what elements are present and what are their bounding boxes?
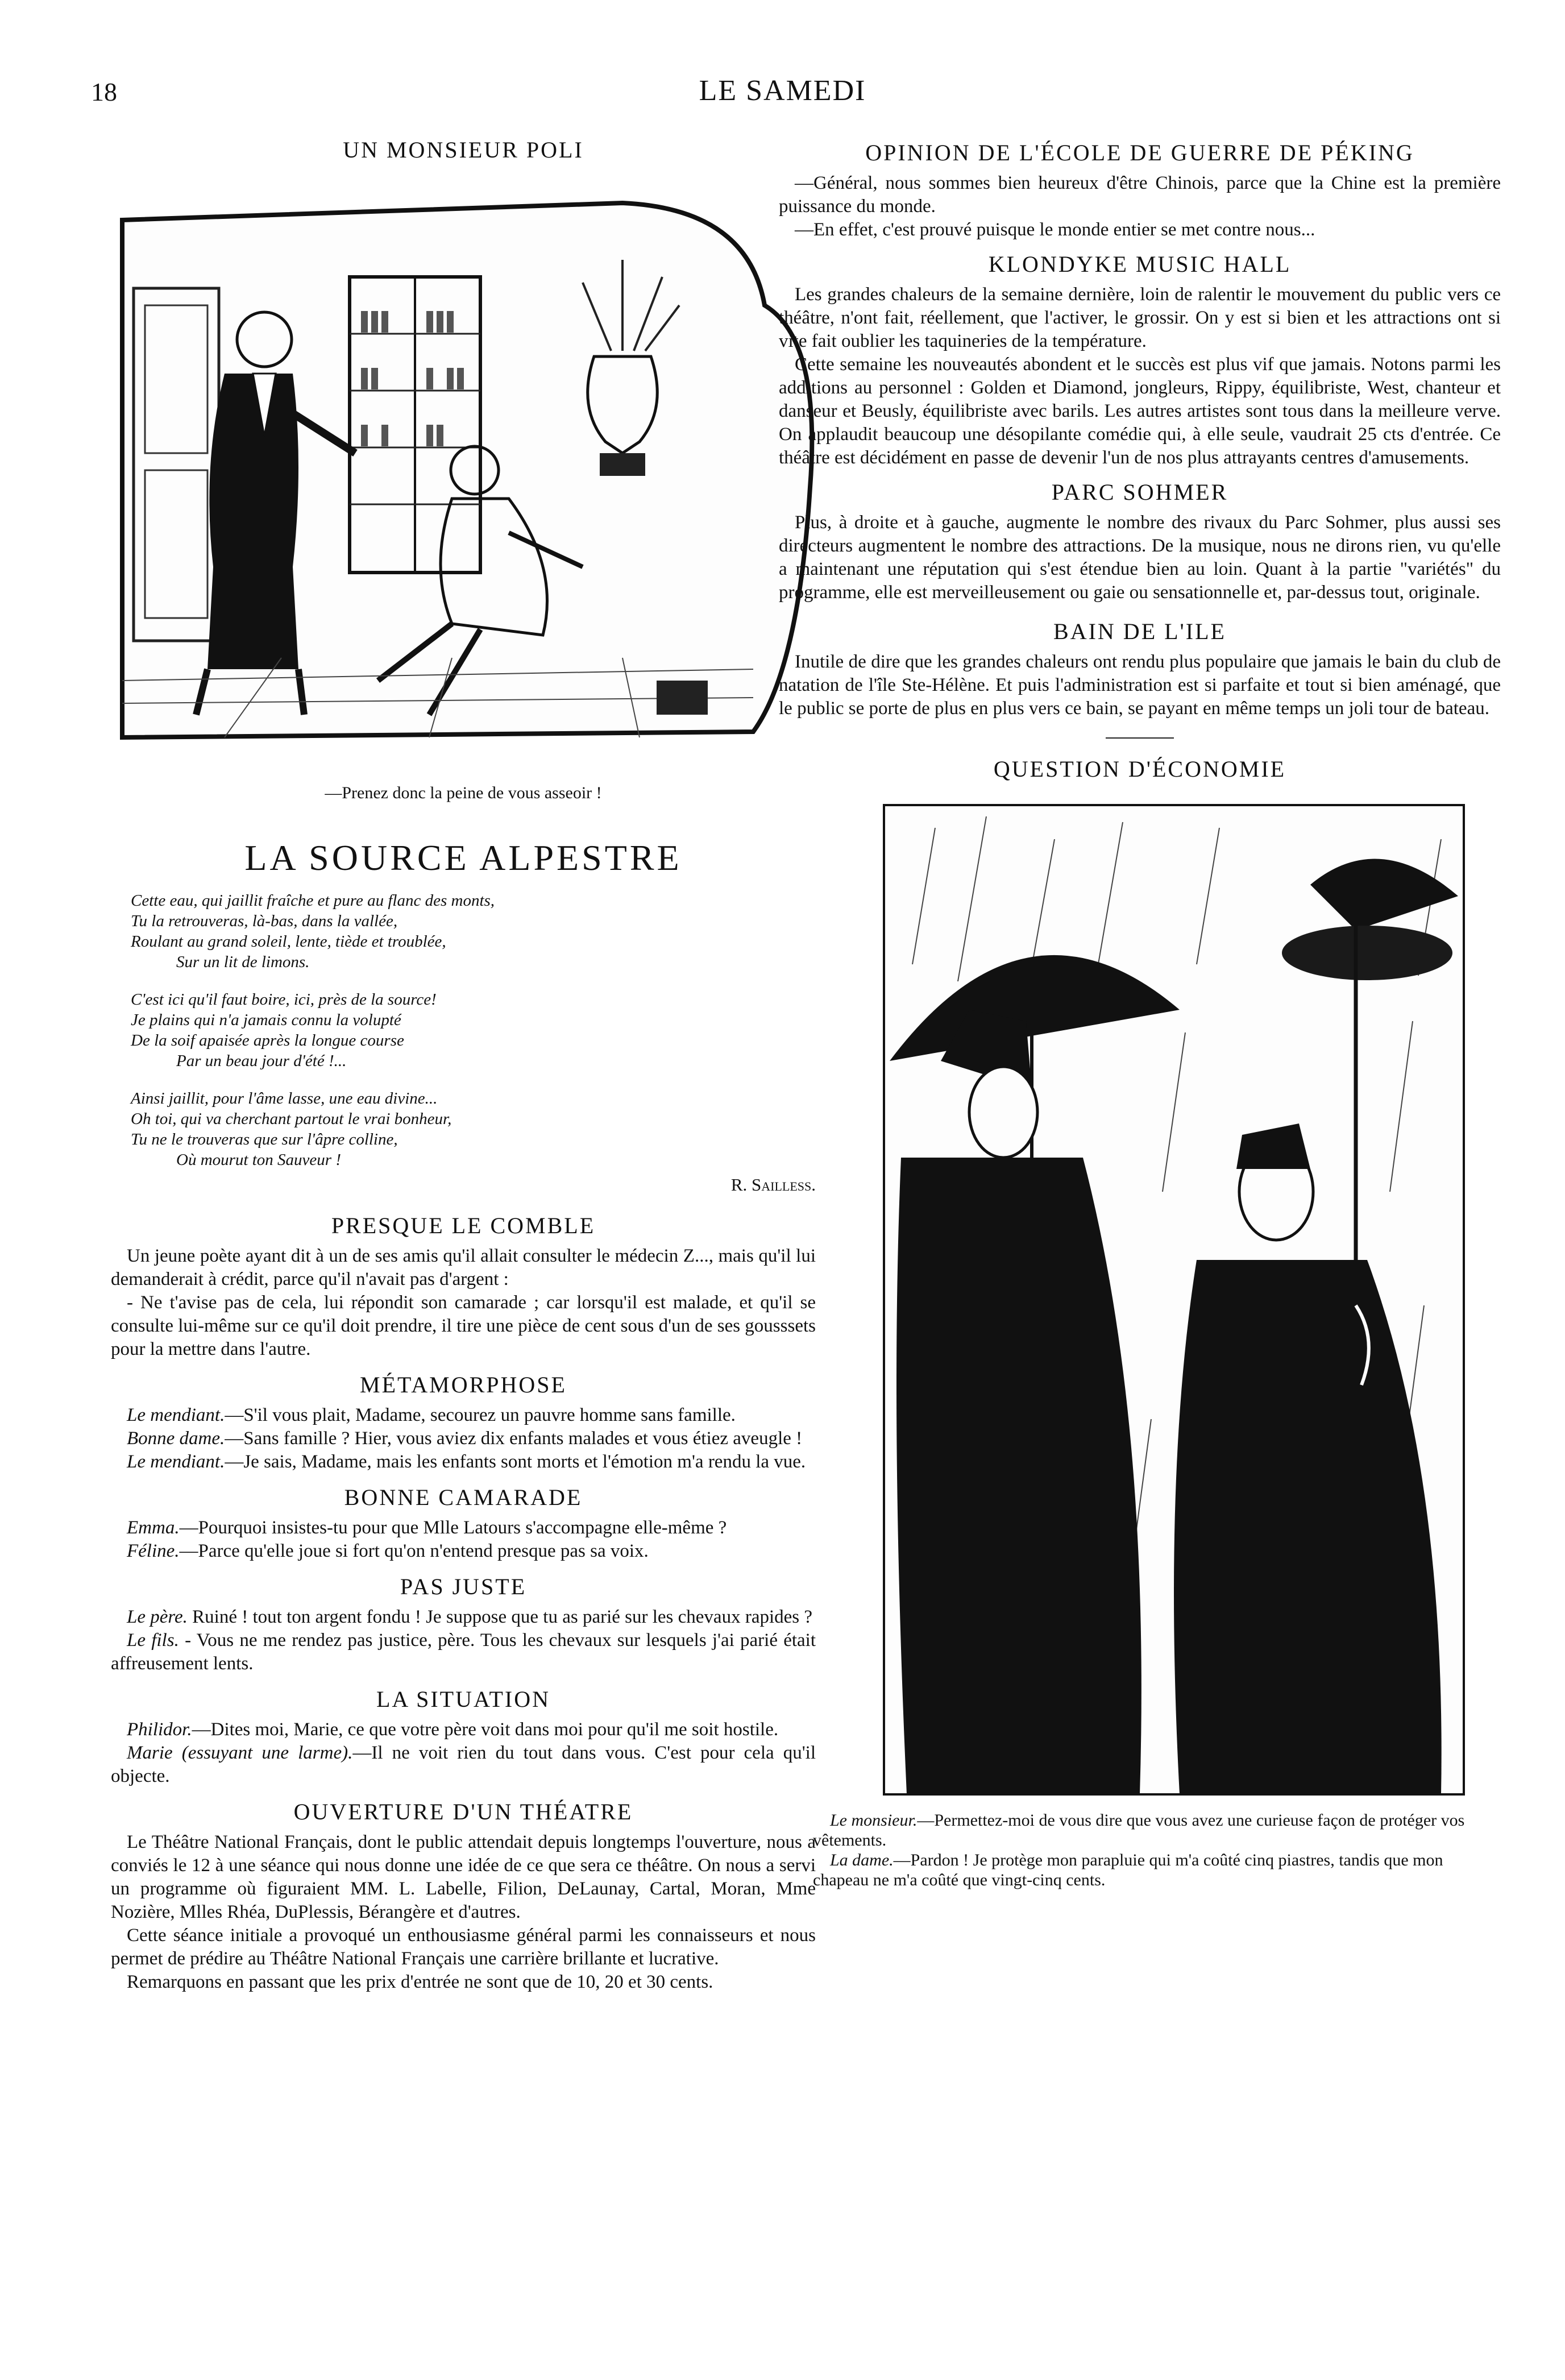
divider [1106,737,1174,739]
dialogue-line [111,1742,816,1788]
camarade-title: BONNE CAMARADE [344,1485,583,1510]
cartoon-illustration-poli [111,169,816,772]
cartoon1-caption: —Prenez donc la peine de vous asseoir ! [325,783,602,802]
comble-para-1: Un jeune poète ayant dit à un de ses amis qu'il allait consulter le médecin Z..., mais qu'il lui demanderait à crédit, parce qu'il n'avait pas d'argent : [111,1246,816,1289]
speaker: Emma. [127,1517,180,1538]
poem-stanza-1 [111,890,816,972]
speaker: Philidor. [127,1719,192,1740]
speaker: Le mendiant. [127,1452,225,1472]
peking-para-1: —Général, nous sommes bien heureux d'être Chinois, parce que la Chine est la première puissance du monde. [779,173,1501,217]
cartoon1-title: UN MONSIEUR POLI [343,137,584,163]
poem-line: Où mourut ton Sauveur ! [176,1151,341,1169]
line-text: —Je sais, Madame, mais les enfants sont morts et l'émotion m'a rendu la vue. [225,1452,806,1472]
line-text: —Parce qu'elle joue si fort qu'on n'entend presque pas sa voix. [179,1541,649,1561]
speaker: Le mendiant. [127,1405,225,1425]
line-text: —Dites moi, Marie, ce que votre père voit dans moi pour qu'il me soit hostile. [192,1719,779,1740]
theatre-para-3: Remarquons en passant que les prix d'entrée ne sont que de 10, 20 et 30 cents. [127,1972,713,1992]
klondyke-para-2: Cette semaine les nouveautés abondent et le succès est plus vif que jamais. Notons parmi les additions au personnel : Golden et Diamond, jongleurs, Rippy, équilibriste, West, chanteur et danseur et Beusly, équilibriste avec barils. Les autres artistes sont tous dans la meilleure verve. On applaudit beaucoup une désopilante comédie qui, à elle seule, vaudrait 25 cts d'entrée. Ce théâtre est décidément en passe de devenir l'un de nos plus attrayants centres d'amusements. [779,354,1501,468]
speaker: La dame. [830,1851,894,1869]
line-text: - Vous ne me rendez pas justice, père. Tous les chevaux sur lesquels j'ai parié était affreusement lents. [111,1630,816,1674]
newspaper-title: LE SAMEDI [699,74,866,107]
poem-line: Roulant au grand soleil, lente, tiède et troublée, [131,932,446,951]
speaker: Le monsieur. [830,1811,918,1830]
theatre-para-1: Le Théâtre National Français, dont le public attendait depuis longtemps l'ouverture, nous a conviés le 12 à une séance qui nous donne une idée de ce que sera ce théâtre. On nous a servi un programme où figuraient MM. L. Labelle, Filion, DeLaunay, Cartal, Moran, Mme Nozière, Mlles Rhéa, DuPlessis, Bérangère et d'autres. [111,1832,816,1922]
klondyke-para-1: Les grandes chaleurs de la semaine dernière, loin de ralentir le mouvement du public vers ce théâtre, n'ont fait, réellement, que l'activer, le grossir. On y est si bien et les attractions ont si vite fait oublier les taquineries de la température. [779,284,1501,351]
situation-title: LA SITUATION [376,1686,550,1712]
right-column [779,139,1501,1890]
theatre-title: OUVERTURE D'UN THÉATRE [293,1799,633,1825]
speaker: Le fils. [127,1630,179,1651]
comble-para-2: - Ne t'avise pas de cela, lui répondit son camarade ; car lorsqu'il est malade, et qu'il se consulte lui-même sur ce qu'il doit prendre, il tire une pièce de cent sous d'un de ses gousssets pour la mettre dans l'autre. [111,1292,816,1359]
poem-stanza-3 [111,1088,816,1170]
poem-line: Tu la retrouveras, là-bas, dans la vallée, [131,912,398,930]
metamorphose-title: MÉTAMORPHOSE [360,1372,567,1398]
poem-line: De la soif apaisée après la longue course [131,1031,404,1050]
cartoon2-caption [779,1810,1484,1890]
poem-signature: R. Sailless. [730,1175,816,1195]
dialogue-line [111,1516,816,1540]
dialogue-line [111,1629,816,1676]
dialogue-line [111,1718,816,1742]
poem-line: Cette eau, qui jaillit fraîche et pure au flanc des monts, [131,892,495,910]
dialogue-line [111,1540,816,1563]
peking-title: OPINION DE L'ÉCOLE DE GUERRE DE PÉKING [865,140,1414,165]
speaker: Féline. [127,1541,180,1561]
line-text: Ruiné ! tout ton argent fondu ! Je suppose que tu as parié sur les chevaux rapides ? [192,1607,813,1627]
poem-line: Tu ne le trouveras que sur l'âpre colline, [131,1130,398,1148]
poem-line: C'est ici qu'il faut boire, ici, près de la source! [131,990,437,1009]
dialogue-line [111,1427,816,1450]
poem-line: Sur un lit de limons. [176,953,310,971]
cartoon2-title: QUESTION D'ÉCONOMIE [993,756,1286,782]
juste-title: PAS JUSTE [400,1574,527,1599]
line-text: —Permettez-moi de vous dire que vous avez une curieuse façon de protéger vos vêtements. [813,1811,1465,1850]
dialogue-line [813,1810,1484,1850]
line-text: —Pardon ! Je protège mon parapluie qui m'a coûté cinq piastres, tandis que mon chapeau ne m'a coûté que vingt-cinq cents. [813,1851,1443,1889]
poem-stanza-2 [111,989,816,1071]
line-text: —Sans famille ? Hier, vous aviez dix enfants malades et vous étiez aveugle ! [225,1428,803,1449]
left-column [111,136,816,1994]
speaker: Bonne dame. [127,1428,225,1449]
poem-line: Ainsi jaillit, pour l'âme lasse, une eau divine... [131,1089,438,1108]
line-text: —Il ne voit rien du tout dans vous. C'est pour cela qu'il objecte. [111,1743,816,1786]
sohmer-title: PARC SOHMER [1051,479,1228,505]
page-number: 18 [91,77,117,106]
line-text: —S'il vous plait, Madame, secourez un pauvre homme sans famille. [225,1405,736,1425]
dialogue-line [813,1850,1484,1890]
poem-title: LA SOURCE ALPESTRE [244,837,682,878]
comble-title: PRESQUE LE COMBLE [331,1213,596,1238]
peking-para-2: —En effet, c'est prouvé puisque le monde entier se met contre nous... [795,219,1315,240]
line-text: —Pourquoi insistes-tu pour que Mlle Latours s'accompagne elle-même ? [179,1517,727,1538]
dialogue-line [111,1404,816,1427]
dialogue-line [111,1606,816,1629]
poem-line: Je plains qui n'a jamais connu la volupté [131,1011,401,1029]
speaker: Marie (essuyant une larme). [127,1743,353,1763]
theatre-para-2: Cette séance initiale a provoqué un enthousiasme général parmi les connaisseurs et nous permet de prédire au Théâtre National Français une carrière brillante et lucrative. [111,1925,816,1969]
klondyke-title: KLONDYKE MUSIC HALL [988,251,1292,277]
cartoon-illustration-economie [787,794,1492,1800]
poem-line: Par un beau jour d'été !... [176,1052,347,1070]
poem-line: Oh toi, qui va cherchant partout le vrai bonheur, [131,1110,452,1128]
bain-para-1: Inutile de dire que les grandes chaleurs ont rendu plus populaire que jamais le bain du club de natation de l'île Ste-Hélène. Et puis l'administration est si parfaite et tout si bien aménagé, que le public se porte de plus en plus vers ce bain, se payant en même temps un joli tour de bateau. [779,652,1501,719]
dialogue-line [111,1450,816,1474]
bain-title: BAIN DE L'ILE [1053,619,1226,644]
speaker: Le père. [127,1607,188,1627]
sohmer-para-1: Plus, à droite et à gauche, augmente le nombre des rivaux du Parc Sohmer, plus aussi ses directeurs augmentent le nombre des attractions. De la musique, nous ne dirons rien, vu qu'elle a maintenant une réputation qui s'est étendue bien au loin. Quant à la partie "variétés" du programme, elle est merveilleusement ou gaie ou sensationnelle et, par-dessus tout, originale. [779,512,1501,603]
